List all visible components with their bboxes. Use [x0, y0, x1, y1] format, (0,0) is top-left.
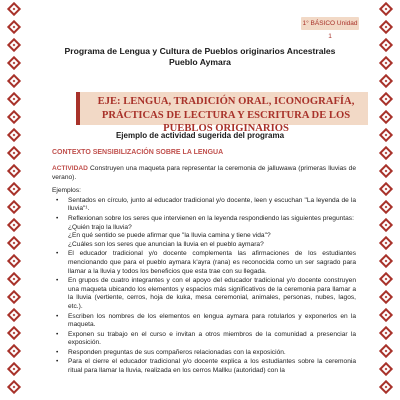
- border-motif-icon: [7, 380, 21, 394]
- border-motif-icon: [7, 218, 21, 232]
- border-motif-icon: [379, 326, 393, 340]
- border-motif-icon: [7, 344, 21, 358]
- border-motif-icon: [379, 200, 393, 214]
- border-motif-icon: [7, 146, 21, 160]
- bullet-icon: •: [56, 277, 59, 285]
- examples-label: Ejemplos:: [52, 187, 81, 195]
- border-motif-icon: [379, 308, 393, 322]
- border-motif-icon: [379, 164, 393, 178]
- border-motif-icon: [379, 272, 393, 286]
- example-item: [52, 215, 356, 249]
- border-motif-icon: [7, 254, 21, 268]
- border-motif-icon: [379, 236, 393, 250]
- border-motif-icon: [7, 308, 21, 322]
- activity-content: [52, 165, 356, 376]
- example-item: [52, 250, 356, 276]
- border-motif-icon: [7, 290, 21, 304]
- border-motif-icon: [379, 74, 393, 88]
- border-motif-icon: [379, 290, 393, 304]
- border-motif-icon: [7, 236, 21, 250]
- eje-title: EJE: LENGUA, TRADICIÓN ORAL, ICONOGRAFÍA, PRÁCTICAS DE LECTURA Y ESCRITURA DE LOS PUEBLOS ORIGINARIOS: [97, 96, 355, 134]
- example-item: [52, 277, 356, 311]
- example-text: En grupos de cuatro integrantes y con el apoyo del educador tradicional y/o docente construyen una maqueta ubicando los elementos y espacios más significativos de la ceremonia para llamar a la lluvia (vertiente, cerros, hoja de kuka, mesa ceremonial, animales, personas, nubes, lagos, etc.).: [68, 277, 356, 310]
- bullet-icon: •: [56, 330, 59, 338]
- bullet-icon: •: [56, 250, 59, 258]
- examples-list: [52, 197, 356, 376]
- example-text: Responden preguntas de sus compañeros relacionadas con la exposición.: [68, 348, 286, 356]
- example-question: ¿Quién trajo la lluvia?: [68, 223, 132, 231]
- example-question: ¿En qué sentido se puede afirmar que "la lluvia camina y tiene vida"?: [68, 232, 271, 240]
- activity-label: ACTIVIDAD: [52, 165, 88, 172]
- example-item: [52, 358, 356, 375]
- border-motif-icon: [7, 182, 21, 196]
- activity-paragraph: [52, 165, 356, 182]
- border-motif-icon: [379, 254, 393, 268]
- border-motif-icon: [379, 182, 393, 196]
- example-text: Exponen su trabajo en el curso e invitan a otros miembros de la comunidad a presenciar la exposición.: [68, 330, 356, 347]
- grade-unit-tag: 1° BÁSICO Unidad 1: [301, 17, 359, 30]
- border-motif-icon: [379, 2, 393, 16]
- bullet-icon: •: [56, 196, 59, 204]
- border-motif-icon: [379, 380, 393, 394]
- example-heading: Ejemplo de actividad sugerida del programa: [115, 131, 285, 140]
- bullet-icon: •: [56, 214, 59, 222]
- border-motif-icon: [379, 218, 393, 232]
- section-heading: CONTEXTO SENSIBILIZACIÓN SOBRE LA LENGUA: [52, 149, 224, 156]
- border-motif-icon: [379, 92, 393, 106]
- border-motif-icon: [379, 362, 393, 376]
- border-motif-icon: [7, 362, 21, 376]
- border-motif-icon: [7, 92, 21, 106]
- example-text: Para el cierre el educador tradicional y/o docente explica a los estudiantes sobre la ceremonia ritual para llamar la lluvia, realizada en los cerros Mallku (autoridad) con la: [68, 358, 356, 375]
- bullet-icon: •: [56, 348, 59, 356]
- example-item: [52, 197, 356, 214]
- program-title: Programa de Lengua y Cultura de Pueblos originarios Ancestrales Pueblo Aymara: [64, 46, 336, 67]
- example-question: ¿Cuáles son los seres que anuncian la lluvia en el pueblo aymara?: [68, 240, 264, 248]
- border-motif-icon: [7, 110, 21, 124]
- border-motif-icon: [7, 200, 21, 214]
- example-text: Sentados en círculo, junto al educador tradicional y/o docente, leen y escuchan "La leyenda de la lluvia"¹.: [68, 196, 356, 213]
- example-text: Escriben los nombres de los elementos en lengua aymara para rotularlos y exponerlos en la maqueta.: [68, 312, 356, 329]
- bullet-icon: •: [56, 312, 59, 320]
- border-motif-icon: [7, 272, 21, 286]
- example-item: [52, 349, 356, 358]
- border-motif-icon: [379, 110, 393, 124]
- border-motif-icon: [379, 344, 393, 358]
- activity-text: Construyen una maqueta para representar la ceremonia de jalluwawa (primeras lluvias de verano).: [52, 165, 356, 181]
- border-motif-icon: [379, 20, 393, 34]
- example-item: [52, 313, 356, 330]
- border-motif-icon: [7, 20, 21, 34]
- border-motif-icon: [7, 2, 21, 16]
- border-motif-icon: [7, 74, 21, 88]
- example-item: [52, 331, 356, 348]
- border-motif-icon: [7, 164, 21, 178]
- bullet-icon: •: [56, 358, 59, 366]
- border-motif-icon: [7, 326, 21, 340]
- border-motif-icon: [379, 146, 393, 160]
- example-text: Reflexionan sobre los seres que intervienen en la leyenda respondiendo las siguientes preguntas:: [68, 214, 354, 222]
- example-text: El educador tradicional y/o docente complementa las afirmaciones de los estudiantes mencionando que para el pueblo aymara k'ayra (rana) es reconocida como un ser sagrado para llamar a la lluvia y todos los beneficios que esta trae con su llegada.: [68, 250, 356, 275]
